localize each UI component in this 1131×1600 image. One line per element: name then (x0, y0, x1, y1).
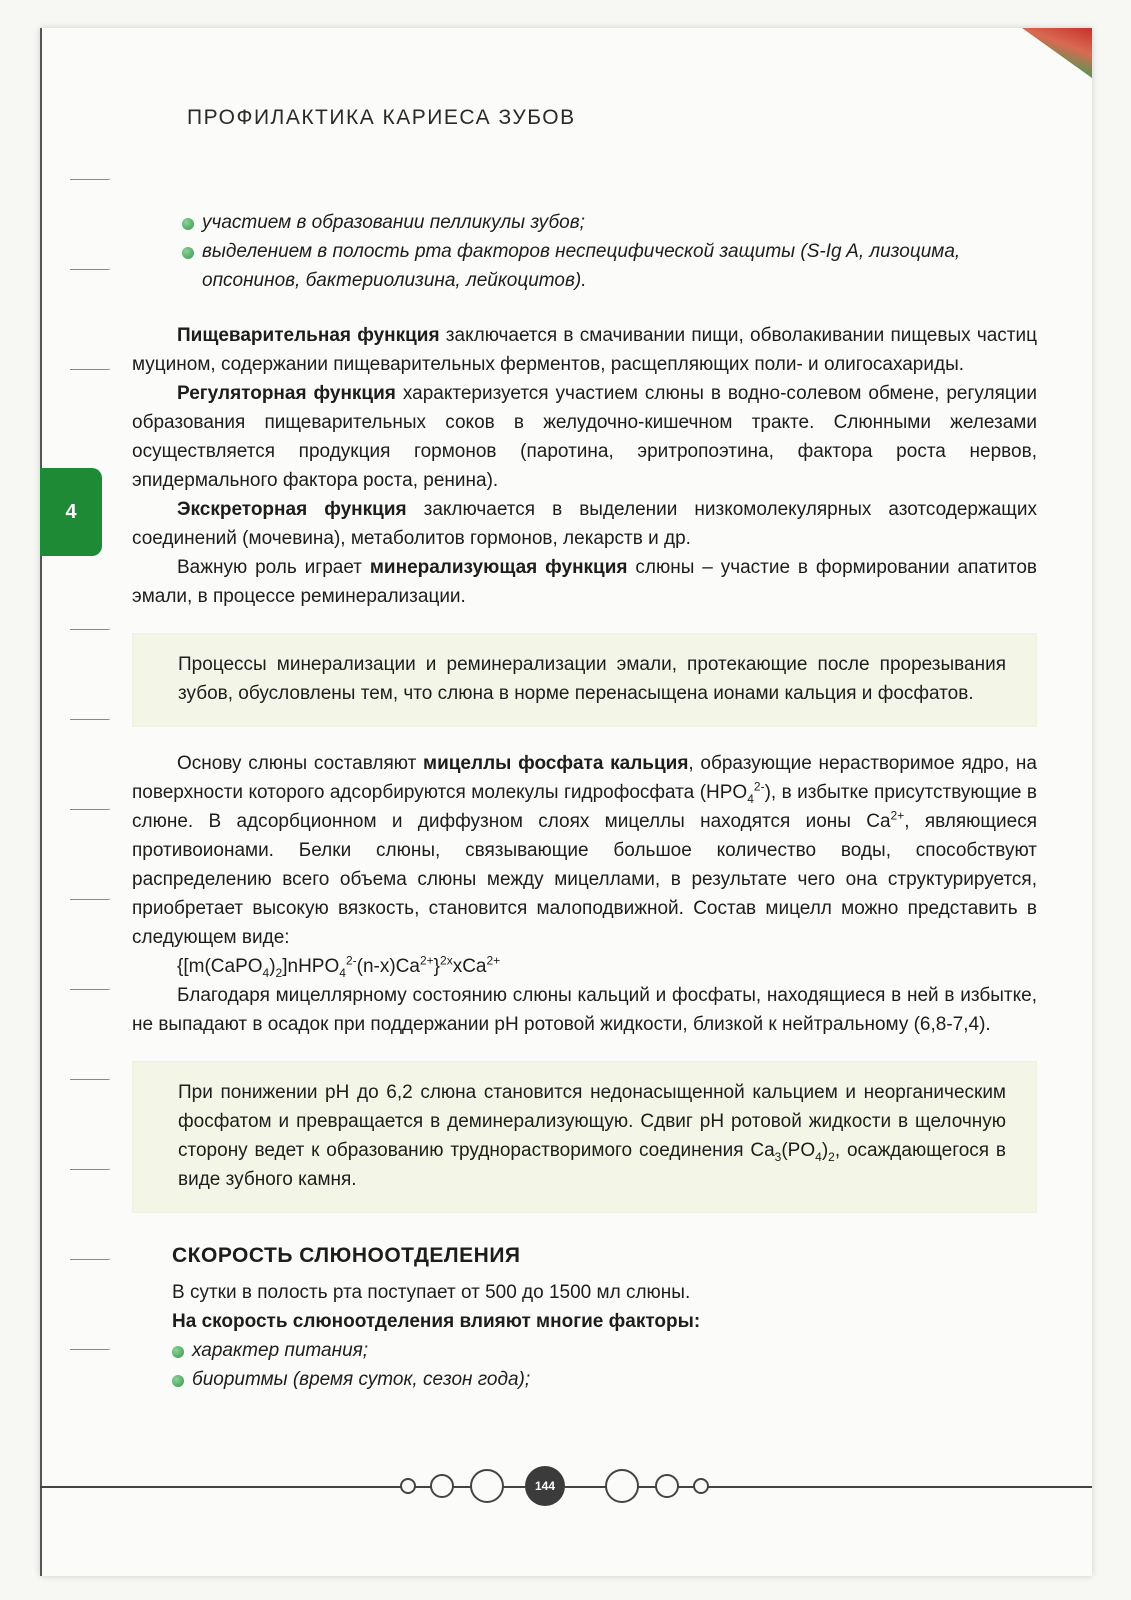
term: Регуляторная функция (177, 383, 396, 404)
footer-ornament (400, 1464, 730, 1508)
chapter-tab: 4 (40, 468, 102, 556)
tab-divider (70, 988, 110, 990)
list-item: участием в образовании пелликулы зубов; (182, 208, 1037, 237)
section-heading: СКОРОСТЬ СЛЮНООТДЕЛЕНИЯ (172, 1244, 521, 1267)
callout-box (132, 633, 1037, 727)
running-header: ПРОФИЛАКТИКА КАРИЕСА ЗУБОВ (187, 106, 576, 129)
tab-divider (70, 178, 110, 180)
tab-divider (70, 718, 110, 720)
book-page (40, 28, 1092, 1576)
term: Пищеварительная функция (177, 325, 440, 346)
factor-bullet-list (132, 1336, 1037, 1394)
tab-divider (70, 368, 110, 370)
paragraph-mineralizing: Важную роль играет минерализующая функция слюны – участие в формировании апатитов эмали, в процессе реминерализации. (132, 557, 1037, 607)
term: Экскреторная функция (177, 499, 407, 520)
callout-text: При понижении pH до 6,2 слюна становится недонасыщенной кальцием и неорганическим фосфатом и превращается в деминерализующую. Сдвиг pH ротовой жидкости в щелочную сторону ведет к образованию труднорастворимого соединения $Ca_3(PO_4)_2$, осаждающегося в виде зубного камня. (178, 1082, 1007, 1190)
term: минерализующая функция (369, 557, 628, 578)
corner-decoration (1022, 28, 1092, 78)
paragraph-excretory: Экскреторная функция заключается в выделении низкомолекулярных азотсодержащих соединений (мочевина), метаболитов гормонов, лекарств и др. (132, 499, 1038, 549)
list-item: выделением в полость рта факторов неспецифической защиты (S-Ig A, лизоцима, опсонинов, бактериолизина, лейкоцитов). (182, 237, 1037, 295)
paragraph: В сутки в полость рта поступает от 500 до 1500 мл слюны. (172, 1282, 691, 1303)
intro-bullet-list (132, 208, 1037, 295)
page-number: 144 (525, 1466, 565, 1506)
tab-divider (70, 808, 110, 810)
paragraph-bold: На скорость слюноотделения влияют многие факторы: (172, 1311, 701, 1332)
tab-divider (70, 1348, 110, 1350)
callout-text: Процессы минерализации и реминерализации эмали, протекающие после прорезывания зубов, обусловлены тем, что слюна в норме перенасыщена ионами кальция и фосфатов. (178, 654, 1006, 704)
paragraph-digestive: Пищеварительная функция заключается в смачивании пищи, обволакивании пищевых частиц муцином, содержании пищеварительных ферментов, расщепляющих поли- и олигосахариды. (132, 325, 1037, 375)
term: мицеллы фосфата кальция (423, 753, 689, 774)
tab-divider (70, 628, 110, 630)
paragraph-micelle: Основу слюны составляют мицеллы фосфата кальция, образующие нерастворимое ядро, на поверхности которого адсорбируются молекулы гидрофосфата $(HPO_4^{2-})$, в избытке присутствующие в слюне. В адсорбционном и диффузном слоях мицеллы находятся ионы $Ca^{2+}$, являющиеся противоионами. Белки слюны, связывающие большое количество воды, способствуют распределению всего объема слюны между мицеллами, в результате чего она структурируется, приобретает высокую вязкость, становится малоподвижной. Состав мицелл можно представить в следующем виде: (132, 753, 1037, 948)
tab-divider (70, 898, 110, 900)
paragraph-micelle-state: Благодаря мицеллярному состоянию слюны кальций и фосфаты, находящиеся в ней в избытке, не выпадают в осадок при поддержании pH ротовой жидкости, близкой к нейтральному (6,8-7,4). (132, 985, 1037, 1035)
list-item: биоритмы (время суток, сезон года); (172, 1365, 1037, 1394)
tab-divider (70, 1258, 110, 1260)
main-content (132, 208, 1037, 1394)
tab-divider (70, 1168, 110, 1170)
binding-edge (40, 28, 42, 1576)
list-item: характер питания; (172, 1336, 1037, 1365)
formula: $\{[m(CaPO_4)_2]nHPO_4^{2-}(n-x)Ca^{2+}\}^{2x}xCa^{2+}$ (177, 953, 501, 980)
paragraph-regulatory: Регуляторная функция характеризуется участием слюны в водно-солевом обмене, регуляции образования пищеварительных соков в желудочно-кишечном тракте. Слюнными железами осуществляется продукция гормонов (паротина, эритропоэтина, фактора роста нервов, эпидермального фактора роста, ренина). (132, 383, 1037, 491)
callout-box (132, 1061, 1037, 1213)
tab-divider (70, 268, 110, 270)
tab-divider (70, 1078, 110, 1080)
